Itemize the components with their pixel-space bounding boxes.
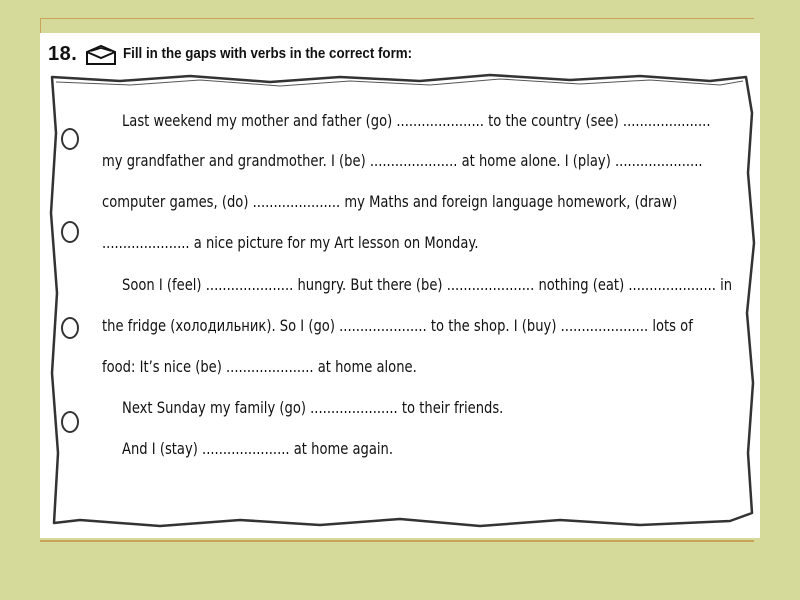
text-line: the fridge (холодильник). So I (go) ..................... to the shop. I (buy) ..................... lots of	[102, 316, 693, 335]
text-line: Soon I (feel) ..................... hungry. But there (be) ..................... nothing (eat) ..................... in	[122, 275, 733, 294]
worksheet-page	[40, 33, 760, 538]
top-rule-line	[40, 18, 754, 19]
punch-hole-icon	[61, 317, 79, 339]
text-line: Last weekend my mother and father (go) ..................... to the country (see) .....................	[122, 111, 711, 130]
exercise-number: 18.	[48, 42, 78, 65]
punch-hole-icon	[61, 221, 79, 243]
torn-paper-frame	[40, 73, 760, 533]
text-line: Next Sunday my family (go) ..................... to their friends.	[122, 398, 504, 417]
text-line: And I (stay) ..................... at home again.	[122, 439, 394, 458]
text-line: my grandfather and grandmother. I (be) ..................... at home alone. I (play) .....................	[102, 151, 703, 170]
text-line: food: It’s nice (be) ..................... at home alone.	[102, 357, 417, 376]
punch-hole-icon	[61, 128, 79, 150]
open-book-icon	[85, 42, 117, 66]
punch-hole-icon	[61, 411, 79, 433]
text-line: ..................... a nice picture for my Art lesson on Monday.	[102, 233, 479, 252]
text-line: computer games, (do) ..................... my Maths and foreign language homework, (draw)	[102, 192, 678, 211]
exercise-instruction: Fill in the gaps with verbs in the correct form:	[123, 46, 413, 62]
bottom-rule-line	[40, 540, 754, 542]
exercise-header	[48, 39, 438, 69]
